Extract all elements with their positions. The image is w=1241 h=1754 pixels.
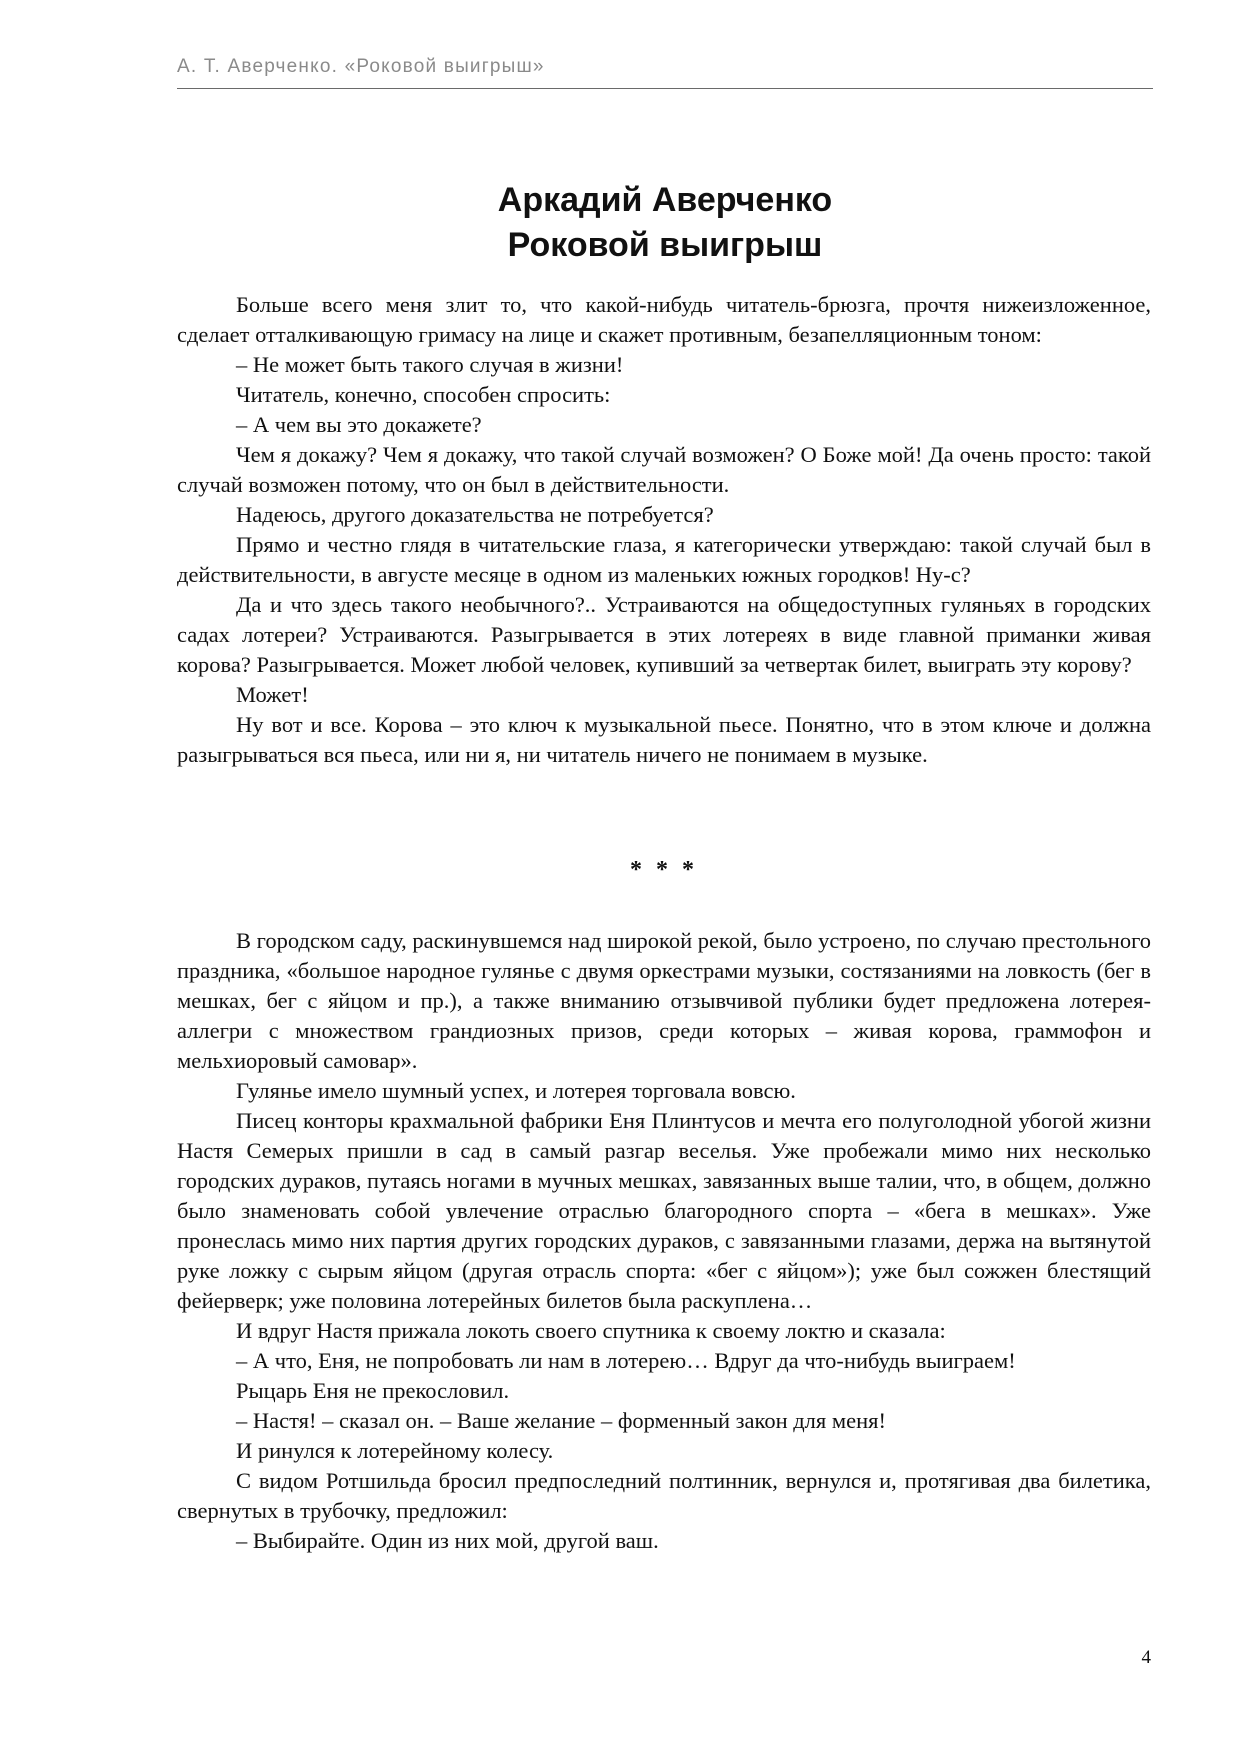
paragraph: В городском саду, раскинувшемся над широкой рекой, было устроено, по случаю престольного праздника, «большое народное гулянье с двумя оркестрами музыки, состязаниями на ловкость (бег в мешках, бег с яйцом и пр.), а также вниманию отзывчивой публики будет предложена лотерея-аллегри с множеством грандиозных призов, среди которых – живая корова, граммофон и мельхиоровый самовар». [177, 928, 1151, 1073]
paragraph: – Выбирайте. Один из них мой, другой ваш. [236, 1528, 659, 1553]
paragraph: Ну вот и все. Корова – это ключ к музыкальной пьесе. Понятно, что в этом ключе и должна разыгрываться вся пьеса, или ни я, ни читатель ничего не понимаем в музыке. [177, 712, 1151, 767]
paragraph: Надеюсь, другого доказательства не потребуется? [236, 502, 714, 527]
paragraph: – Не может быть такого случая в жизни! [236, 352, 624, 377]
page-title [177, 178, 1153, 268]
paragraph: – А чем вы это докажете? [236, 412, 482, 437]
paragraph: Гулянье имело шумный успех, и лотерея торговала вовсю. [236, 1078, 796, 1103]
page-number: 4 [1141, 1647, 1151, 1668]
paragraph: Больше всего меня злит то, что какой-нибудь читатель-брюзга, прочтя нижеизложенное, сделает отталкивающую гримасу на лице и скажет противным, безапелляционным тоном: [177, 292, 1151, 347]
paragraph: Рыцарь Еня не прекословил. [236, 1378, 510, 1403]
paragraph: Да и что здесь такого необычного?.. Устраиваются на общедоступных гуляньях в городских садах лотереи? Устраиваются. Разыгрывается в этих лотереях в виде главной приманки живая корова? Разыгрывается. Может любой человек, купивший за четвертак билет, выиграть эту корову? [177, 592, 1151, 677]
paragraph: Писец конторы крахмальной фабрики Еня Плинтусов и мечта его полуголодной убогой жизни Настя Семерых пришли в сад в самый разгар веселья. Уже пробежали мимо них несколько городских дураков, путаясь ногами в мучных мешках, завязанных выше талии, что, в общем, должно было знаменовать собой увлечение отраслью благородного спорта – «бега в мешках». Уже пронеслась мимо них партия других городских дураков, с завязанными глазами, держа на вытянутой руке ложку с сырым яйцом (другая отрасль спорта: «бег с яйцом»); уже был сожжен блестящий фейерверк; уже половина лотерейных билетов была раскуплена… [177, 1108, 1151, 1313]
text-part-1 [177, 290, 1151, 770]
paragraph: С видом Ротшильда бросил предпоследний полтинник, вернулся и, протягивая два билетика, свернутых в трубочку, предложил: [177, 1468, 1151, 1523]
text-part-2 [177, 926, 1151, 1556]
running-header: А. Т. Аверченко. «Роковой выигрыш» [177, 56, 545, 77]
title-work: Роковой выигрыш [507, 226, 823, 264]
title-author: Аркадий Аверченко [497, 181, 833, 219]
paragraph: Может! [236, 682, 309, 707]
paragraph: – Настя! – сказал он. – Ваше желание – форменный закон для меня! [236, 1408, 886, 1433]
section-separator: * * * [630, 857, 698, 883]
paragraph: Чем я докажу? Чем я докажу, что такой случай возможен? О Боже мой! Да очень просто: такой случай возможен потому, что он был в действительности. [177, 442, 1151, 497]
paragraph: Прямо и честно глядя в читательские глаза, я категорически утверждаю: такой случай был в действительности, в августе месяце в одном из маленьких южных городков! Ну-с? [177, 532, 1151, 587]
paragraph: Читатель, конечно, способен спросить: [236, 382, 611, 407]
paragraph: И вдруг Настя прижала локоть своего спутника к своему локтю и сказала: [236, 1318, 946, 1343]
paragraph: И ринулся к лотерейному колесу. [236, 1438, 554, 1463]
header-rule [177, 88, 1153, 89]
paragraph: – А что, Еня, не попробовать ли нам в лотерею… Вдруг да что-нибудь выиграем! [236, 1348, 1016, 1373]
